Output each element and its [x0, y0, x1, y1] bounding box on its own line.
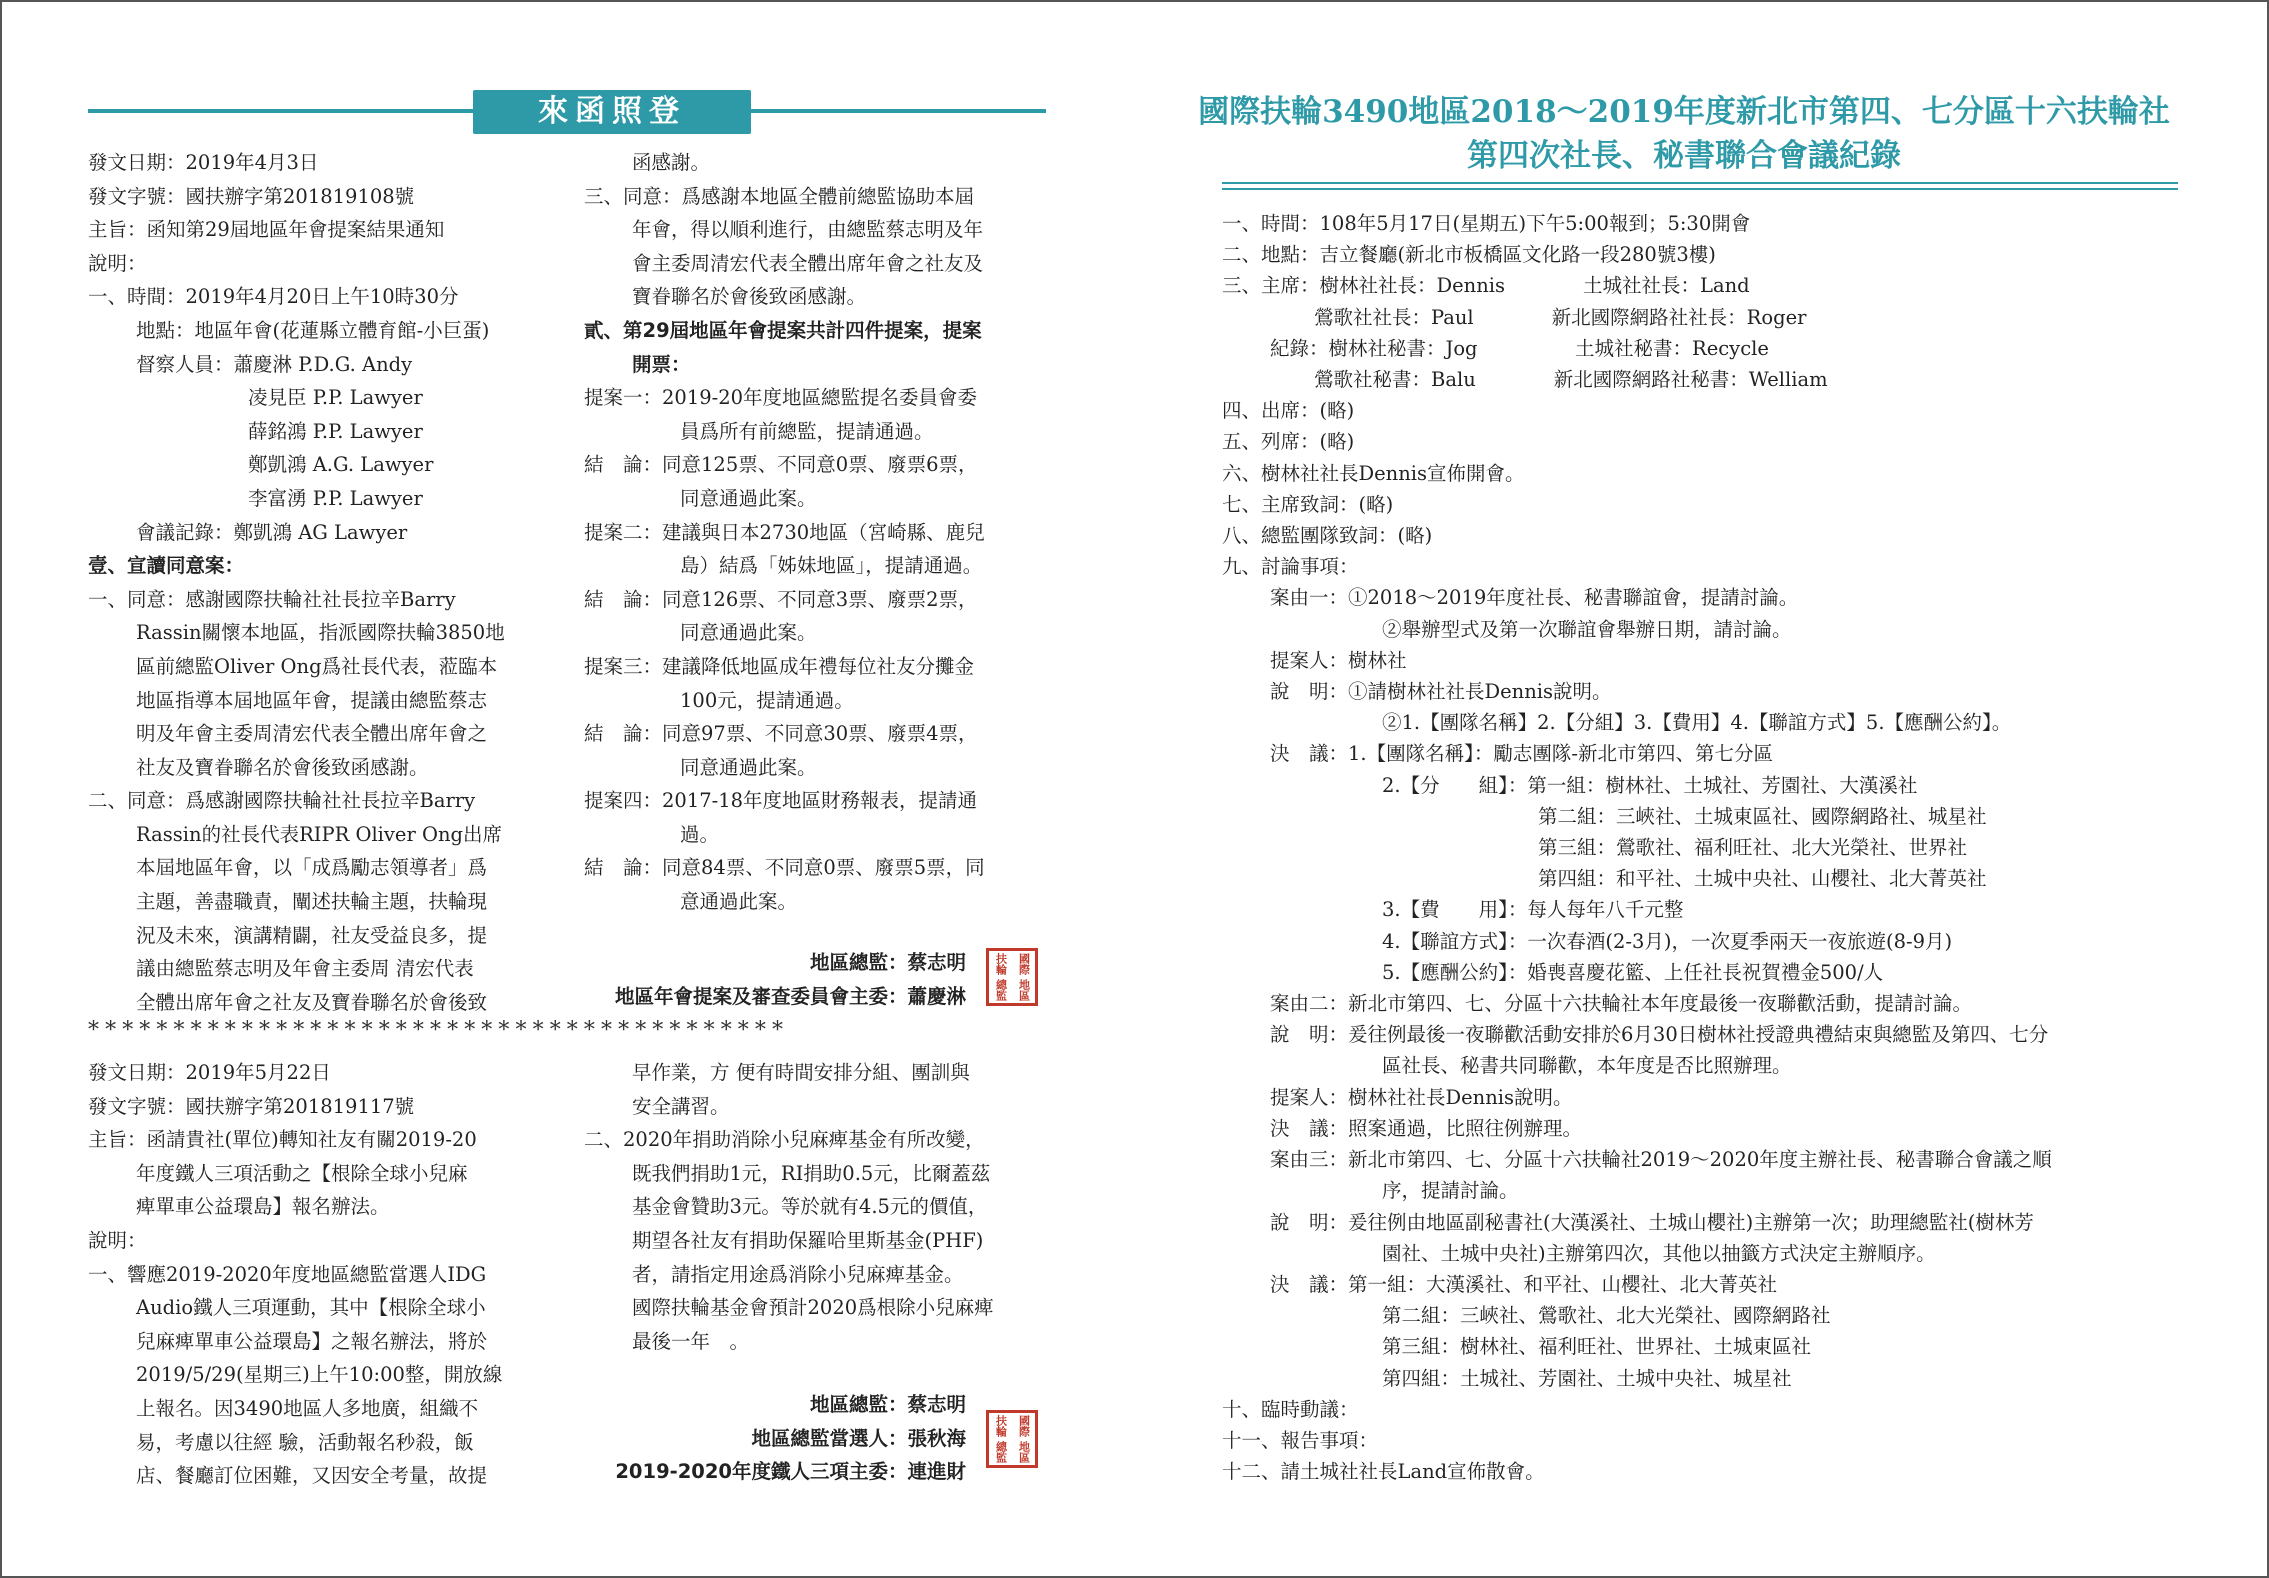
text-line: 發文字號：國扶辦字第201819117號 [88, 1094, 415, 1118]
minutes-title-line1: 國際扶輪3490地區2018～2019年度新北市第四、七分區十六扶輪社 [1198, 94, 2170, 130]
minutes-line: 4.【聯誼方式】：一次春酒(2-3月)，一次夏季兩天一夜旅遊(8-9月) [1382, 929, 1953, 953]
text-line: 結 論：同意126票、不同意3票、廢票2票， [584, 587, 978, 611]
minutes-line: 說 明：①請樹林社社長Dennis說明。 [1270, 680, 1612, 704]
text-line: 會主委周清宏代表全體出席年會之社友及 [632, 251, 984, 275]
text-line: 二、2020年捐助消除小兒麻痺基金有所改變， [584, 1128, 985, 1152]
text-line: 國際扶輪基金會預計2020爲根除小兒麻痺 [632, 1296, 994, 1320]
text-line: 明及年會主委周清宏代表全體出席年會之 [136, 722, 488, 746]
minutes-line: 第二組：三峽社、土城東區社、國際網路社、城星社 [1382, 804, 1987, 828]
minutes-line: 園社、土城中央社)主辦第四次，其他以抽籤方式決定主辦順序。 [1382, 1241, 1936, 1265]
minutes-line: 鶯歌社社長：Paul 新北國際網路社社長：Roger [1314, 305, 1807, 329]
minutes-line: 提案人：樹林社 [1270, 648, 1407, 672]
text-line: 同意通過此案。 [680, 621, 817, 645]
text-line: 2019/5/29(星期三)上午10:00整，開放線 [136, 1363, 503, 1387]
minutes-line: 序，提請討論。 [1382, 1179, 1519, 1203]
text-line: 主題，善盡職責，闡述扶輪主題，扶輪現 [136, 890, 488, 914]
text-line: 最後一年 。 [632, 1329, 750, 1353]
text-line: 區前總監Oliver Ong爲社長代表，蒞臨本 [136, 654, 498, 678]
text-line: 結 論：同意84票、不同意0票、廢票5票，同 [584, 856, 985, 880]
text-line: 年會，得以順利進行，由總監蔡志明及年 [632, 218, 984, 242]
title-rule-bottom [1222, 188, 2178, 190]
minutes-line: 案由一：①2018～2019年度社長、秘書聯誼會，提請討論。 [1270, 586, 1799, 610]
text-line: 既我們捐助1元，RI捐助0.5元，比爾蓋茲 [632, 1161, 991, 1185]
text-line: 主旨：函請貴社(單位)轉知社友有關2019-20 [88, 1128, 477, 1152]
text-line: 員爲所有前總監，提請通過。 [680, 419, 934, 443]
minutes-line: 決 議：照案通過，比照往例辦理。 [1270, 1116, 1583, 1140]
minutes-line: 十、臨時動議： [1222, 1397, 1359, 1421]
masthead-title: 來函照登 [473, 90, 751, 134]
minutes-line: ②舉辦型式及第一次聯誼會舉辦日期，請討論。 [1382, 617, 1792, 641]
text-line: 地區指導本屆地區年會，提議由總監蔡志 [136, 688, 488, 712]
text-line: 會議記錄：鄭凱鴻 AG Lawyer [136, 520, 408, 544]
text-line: 提案四：2017-18年度地區財務報表，提請通 [584, 789, 978, 813]
text-line: 本屆地區年會，以「成爲勵志領導者」爲 [136, 856, 488, 880]
minutes-line: 四、出席：(略) [1222, 399, 1355, 423]
text-line: 李富湧 P.P. Lawyer [248, 486, 423, 510]
title-rule-top [1222, 182, 2178, 184]
text-line: 意通過此案。 [680, 890, 798, 914]
text-line: 提案二：建議與日本2730地區（宮崎縣、鹿兒 [584, 520, 985, 544]
minutes-line: 十一、報告事項： [1222, 1428, 1379, 1452]
left-page [0, 0, 1134, 1578]
letter1-column1 [88, 146, 568, 1019]
text-line: 100元，提請通過。 [680, 688, 854, 712]
letter2-signature-chair: 2019-2020年度鐵人三項主委：連進財 [615, 1460, 966, 1484]
text-line: 一、同意：感謝國際扶輪社社長拉辛Barry [88, 587, 456, 611]
letter2-signature-director-elect: 地區總監當選人：張秋海 [751, 1426, 966, 1450]
minutes-line: 提案人：樹林社社長Dennis說明。 [1270, 1085, 1573, 1109]
minutes-line: 九、討論事項： [1222, 555, 1359, 579]
text-line: 主旨：函知第29屆地區年會提案結果通知 [88, 218, 445, 242]
text-line: 提案一：2019-20年度地區總監提名委員會委 [584, 386, 978, 410]
minutes-line: 六、樹林社社長Dennis宣佈開會。 [1222, 461, 1525, 485]
minutes-line: 5.【應酬公約】：婚喪喜慶花籃、上任社長祝賀禮金500/人 [1382, 960, 1884, 984]
minutes-line: 七、主席致詞：(略) [1222, 492, 1394, 516]
minutes-line: 第三組：鶯歌社、福利旺社、北大光榮社、世界社 [1382, 836, 1968, 860]
text-line: 壹、宣讀同意案： [88, 554, 245, 578]
text-line: 發文日期：2019年4月3日 [88, 151, 319, 174]
letter1-column2 [584, 146, 1054, 919]
letter2-column2 [584, 1056, 1054, 1358]
minutes-line: 五、列席：(略) [1222, 430, 1355, 454]
text-line: 鄭凱鴻 A.G. Lawyer [248, 453, 434, 477]
minutes-line: 第二組：三峽社、鶯歌社、北大光榮社、國際網路社 [1382, 1304, 1831, 1328]
minutes-line: 第四組：和平社、土城中央社、山櫻社、北大菁英社 [1382, 867, 1987, 891]
seal-stamp: 扶輪 國際 總監 地區 [986, 1410, 1038, 1468]
text-line: 店、餐廳訂位困難，又因安全考量，故提 [136, 1464, 488, 1488]
text-line: 薛銘鴻 P.P. Lawyer [248, 419, 423, 443]
text-line: 島）結爲「姊妹地區」，提請通過。 [680, 554, 983, 578]
text-line: 同意通過此案。 [680, 755, 817, 779]
minutes-title-line2: 第四次社長、秘書聯合會議紀錄 [1467, 138, 1901, 174]
text-line: 凌見臣 P.P. Lawyer [248, 386, 423, 410]
right-page [1134, 0, 2269, 1578]
text-line: 早作業，方 便有時間安排分組、團訓與 [632, 1061, 970, 1084]
letter1-signature-chair: 地區年會提案及審查委員會主委：蕭慶淋 [614, 984, 966, 1008]
text-line: 全體出席年會之社友及寶眷聯名於會後致 [136, 990, 488, 1014]
text-line: 痺單車公益環島】報名辦法。 [136, 1195, 390, 1219]
letter2-column1 [88, 1056, 568, 1493]
minutes-line: 案由二：新北市第四、七、分區十六扶輪社本年度最後一夜聯歡活動，提請討論。 [1270, 992, 1973, 1016]
minutes-line: 第三組：樹林社、福利旺社、世界社、土城東區社 [1382, 1335, 1812, 1359]
minutes-line: 二、地點：吉立餐廳(新北市板橋區文化路一段280號3樓) [1222, 243, 1716, 267]
minutes-line: 第四組：土城社、芳園社、土城中央社、城星社 [1382, 1366, 1792, 1390]
minutes-line: 2.【分 組】：第一組：樹林社、土城社、芳園社、大漢溪社 [1382, 773, 1918, 797]
text-line: 議由總監蔡志明及年會主委周 清宏代表 [136, 957, 474, 981]
masthead [88, 90, 1046, 136]
text-line: 地點：地區年會(花蓮縣立體育館-小巨蛋) [136, 318, 490, 342]
text-line: Rassin關懷本地區，指派國際扶輪3850地 [136, 621, 505, 645]
text-line: 說明： [88, 251, 147, 275]
letter1-signature-director: 地區總監：蔡志明 [809, 951, 966, 974]
letter2-signature-director: 地區總監：蔡志明 [809, 1393, 966, 1416]
minutes-line: 鶯歌社秘書：Balu 新北國際網路社秘書：Welliam [1314, 368, 1828, 392]
minutes-line: 說 明：爰往例由地區副秘書社(大漢溪社、土城山櫻社)主辦第一次；助理總監社(樹林芳 [1270, 1210, 2034, 1234]
text-line: 況及未來，演講精闢，社友受益良多，提 [136, 923, 488, 947]
text-line: 安全講習。 [632, 1094, 730, 1118]
text-line: 上報名。因3490地區人多地廣，組織不 [136, 1396, 479, 1420]
minutes-line: 決 議：1.【團隊名稱】：勵志團隊-新北市第四、第七分區 [1270, 742, 1773, 766]
text-line: 發文日期：2019年5月22日 [88, 1061, 331, 1084]
letter1-signatures [584, 946, 966, 1013]
text-line: 函感謝。 [632, 151, 711, 174]
text-line: 結 論：同意97票、不同意30票、廢票4票， [584, 722, 978, 746]
text-line: 一、響應2019-2020年度地區總監當選人IDG [88, 1262, 487, 1286]
minutes-line: 案由三：新北市第四、七、分區十六扶輪社2019～2020年度主辦社長、秘書聯合會議之順 [1270, 1148, 2052, 1172]
text-line: 開票： [632, 352, 691, 376]
text-line: 兒麻痺單車公益環島】之報名辦法，將於 [136, 1329, 488, 1353]
text-line: 三、同意：爲感謝本地區全體前總監協助本屆 [584, 184, 975, 208]
minutes-line: 決 議：第一組：大漢溪社、和平社、山櫻社、北大菁英社 [1270, 1272, 1778, 1296]
text-line: 同意通過此案。 [680, 486, 817, 510]
text-line: Audio鐵人三項運動，其中【根除全球小 [136, 1296, 486, 1320]
text-line: 督察人員：蕭慶淋 P.D.G. Andy [136, 352, 413, 376]
minutes-line: 紀錄：樹林社秘書：Jog 土城社秘書：Recycle [1270, 336, 1769, 360]
text-line: 寶眷聯名於會後致函感謝。 [632, 285, 867, 309]
text-line: 一、時間：2019年4月20日上午10時30分 [88, 285, 459, 309]
text-line: 者，請指定用途爲消除小兒麻痺基金。 [632, 1262, 964, 1286]
text-line: 期望各社友有捐助保羅哈里斯基金(PHF) [632, 1228, 984, 1252]
separator-stars: ***************************************** [88, 1018, 790, 1043]
text-line: 二、同意：爲感謝國際扶輪社社長拉辛Barry [88, 789, 476, 813]
minutes-line: 八、總監團隊致詞：(略) [1222, 524, 1433, 548]
text-line: 貳、第29屆地區年會提案共計四件提案，提案 [584, 318, 982, 342]
minutes-line: 三、主席：樹林社社長：Dennis 土城社社長：Land [1222, 274, 1750, 298]
minutes-body [1222, 208, 2262, 1487]
text-line: 發文字號：國扶辦字第201819108號 [88, 184, 415, 208]
text-line: 易，考慮以往經 驗，活動報名秒殺，飯 [136, 1430, 474, 1454]
seal-stamp: 扶輪 國際 總監 地區 [986, 948, 1038, 1006]
text-line: 結 論：同意125票、不同意0票、廢票6票， [584, 453, 978, 477]
minutes-line: ②1.【團隊名稱】2.【分組】3.【費用】4.【聯誼方式】5.【應酬公約】。 [1382, 711, 2012, 735]
letter2-signatures [560, 1388, 966, 1489]
text-line: 社友及寶眷聯名於會後致函感謝。 [136, 755, 429, 779]
minutes-line: 3.【費 用】：每人每年八千元整 [1382, 898, 1684, 922]
minutes-line: 說 明：爰往例最後一夜聯歡活動安排於6月30日樹林社授證典禮結束與總監及第四、七分 [1270, 1023, 2049, 1047]
text-line: 年度鐵人三項活動之【根除全球小兒麻 [136, 1161, 468, 1185]
text-line: 提案三：建議降低地區成年禮每位社友分攤金 [584, 654, 975, 678]
text-line: Rassin的社長代表RIPR Oliver Ong出席 [136, 822, 503, 846]
text-line: 說明： [88, 1228, 147, 1252]
minutes-line: 區社長、秘書共同聯歡，本年度是否比照辦理。 [1382, 1054, 1792, 1078]
text-line: 基金會贊助3元。等於就有4.5元的價值， [632, 1195, 988, 1219]
minutes-line: 十二、請土城社社長Land宣佈散會。 [1222, 1460, 1545, 1484]
text-line: 過。 [680, 822, 720, 846]
minutes-line: 一、時間：108年5月17日(星期五)下午5:00報到；5:30開會 [1222, 212, 1751, 235]
